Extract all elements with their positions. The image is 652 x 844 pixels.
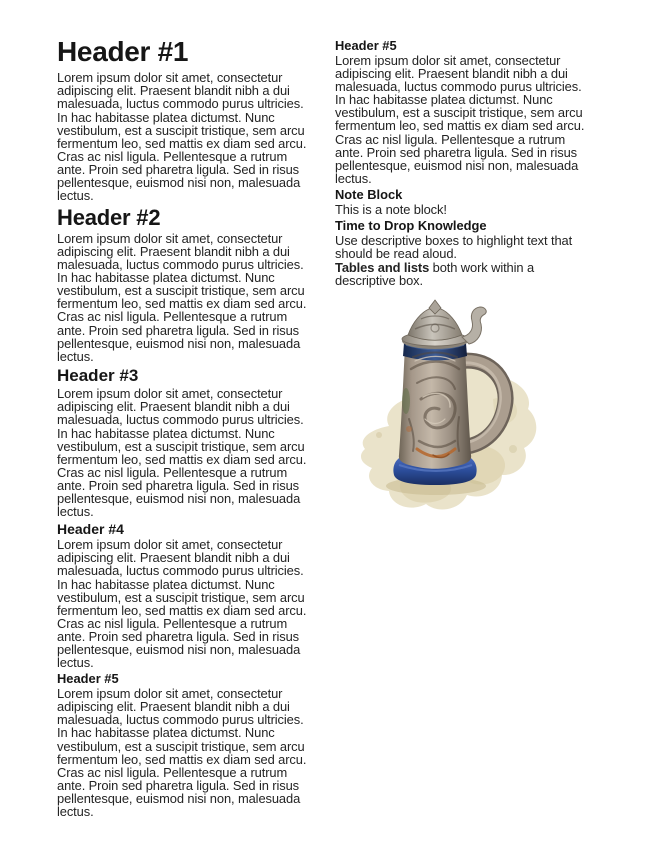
stein-thumb-lever <box>462 307 486 344</box>
heading-3: Header #3 <box>57 365 139 385</box>
heading-5-right: Header #5 <box>335 38 397 53</box>
tables-lists-bold: Tables and lists <box>335 260 430 276</box>
heading-2: Header #2 <box>57 205 161 231</box>
paragraph-4: Lorem ipsum dolor sit amet, consectetur adipiscing elit. Praesent blandit nibh a dui malesuada, luctus commodo purus ultricies. In hac habitasse platea dictumst. Nunc vestibulum, est a suscipit tristique, sem arcu fermentum leo, sed mattis ex diam sed arcu. Cras ac nisl ligula. Pellentesque a rutrum ante. Proin sed pharetra ligula. Sed in risus pellentesque, euismod nisi non, malesuada lectus. <box>57 537 307 671</box>
left-column <box>57 36 309 844</box>
knowledge-heading: Time to Drop Knowledge <box>335 217 487 233</box>
paragraph-5: Lorem ipsum dolor sit amet, consectetur adipiscing elit. Praesent blandit nibh a dui malesuada, luctus commodo purus ultricies. In hac habitasse platea dictumst. Nunc vestibulum, est a suscipit tristique, sem arcu fermentum leo, sed mattis ex diam sed arcu. Cras ac nisl ligula. Pellentesque a rutrum ante. Proin sed pharetra ligula. Sed in risus pellentesque, euismod nisi non, malesuada lectus. <box>57 686 307 819</box>
heading-1: Header #1 <box>57 36 189 67</box>
paragraph-3: Lorem ipsum dolor sit amet, consectetur adipiscing elit. Praesent blandit nibh a dui malesuada, luctus commodo purus ultricies. In hac habitasse platea dictumst. Nunc vestibulum, est a suscipit tristique, sem arcu fermentum leo, sed mattis ex diam sed arcu. Cras ac nisl ligula. Pellentesque a rutrum ante. Proin sed pharetra ligula. Sed in risus pellentesque, euismod nisi non, malesuada lectus. <box>57 386 307 520</box>
knowledge-text: Use descriptive boxes to highlight text that should be read aloud. <box>335 232 573 261</box>
tables-lists-rest: both work within a descriptive box. <box>335 260 535 289</box>
stein-lid <box>402 300 468 349</box>
paragraph-2: Lorem ipsum dolor sit amet, consectetur adipiscing elit. Praesent blandit nibh a dui malesuada, luctus commodo purus ultricies. In hac habitasse platea dictumst. Nunc vestibulum, est a suscipit tristique, sem arcu fermentum leo, sed mattis ex diam sed arcu. Cras ac nisl ligula. Pellentesque a rutrum ante. Proin sed pharetra ligula. Sed in risus pellentesque, euismod nisi non, malesuada lectus. <box>57 230 307 364</box>
right-column <box>335 36 587 844</box>
heading-4: Header #4 <box>57 521 124 538</box>
note-block-heading: Note Block <box>335 186 403 202</box>
stein-illustration <box>343 299 543 519</box>
beer-stein-image <box>343 299 543 519</box>
paragraph-1: Lorem ipsum dolor sit amet, consectetur adipiscing elit. Praesent blandit nibh a dui malesuada, luctus commodo purus ultricies. In hac habitasse platea dictumst. Nunc vestibulum, est a suscipit tristique, sem arcu fermentum leo, sed mattis ex diam sed arcu. Cras ac nisl ligula. Pellentesque a rutrum ante. Proin sed pharetra ligula. Sed in risus pellentesque, euismod nisi non, malesuada lectus. <box>57 70 307 204</box>
tables-lists-text <box>335 261 587 287</box>
paragraph-right: Lorem ipsum dolor sit amet, consectetur adipiscing elit. Praesent blandit nibh a dui malesuada, luctus commodo purus ultricies. In hac habitasse platea dictumst. Nunc vestibulum, est a suscipit tristique, sem arcu fermentum leo, sed mattis ex diam sed arcu. Cras ac nisl ligula. Pellentesque a rutrum ante. Proin sed pharetra ligula. Sed in risus pellentesque, euismod nisi non, malesuada lectus. <box>335 52 585 186</box>
note-block-text: This is a note block! <box>335 201 447 217</box>
heading-5: Header #5 <box>57 671 119 687</box>
